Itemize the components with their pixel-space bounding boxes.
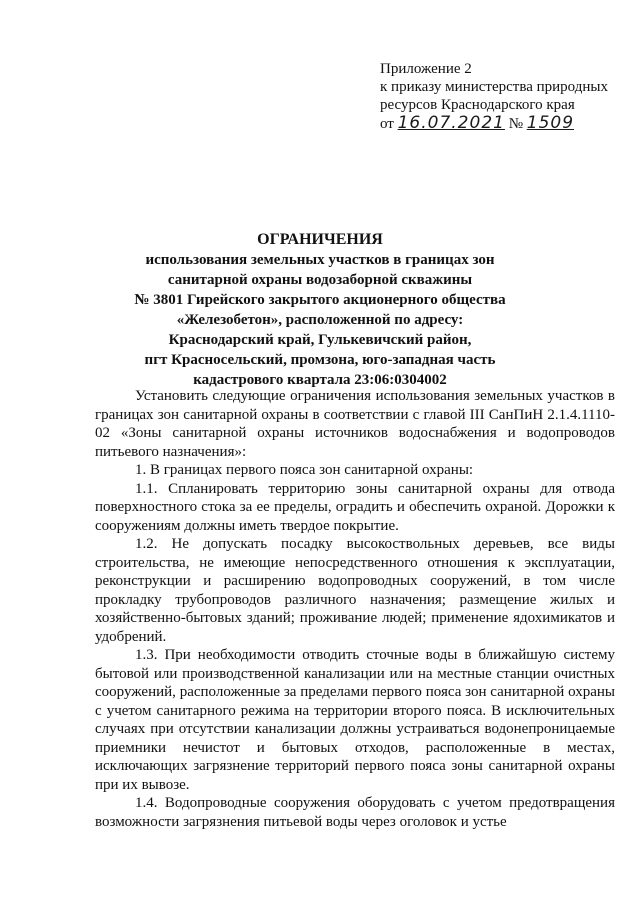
title-line: использования земельных участков в границах зон — [145, 252, 495, 268]
paragraph-1-3: 1.3. При необходимости отводить сточные воды в ближайшую систему бытовой или производственной канализации или на местные станции очистных сооружений, расположенные за пределами первого пояса зон санитарной охраны с учетом санитарного режима на территории второго пояса. В исключительных случаях при отсутствии канализации должны устраиваться водонепроницаемые приемники нечистот и бытовых отходов, расположенные в местах, исключающих загрязнение территорий первого пояса зоны санитарной охраны при их вывозе. — [95, 647, 615, 793]
paragraph-1-2: 1.2. Не допускать посадку высокоствольных деревьев, все виды строительства, не имеющие непосредственного отношения к эксплуатации, реконструкции и расширению водопроводных сооружений, в том числе прокладку трубопроводов различного назначения; размещение жилых и хозяйственно-бытовых зданий; проживание людей; применение ядохимикатов и удобрений. — [95, 536, 615, 645]
paragraph-1-4: 1.4. Водопроводные сооружения оборудовать с учетом предотвращения возможности загрязнения питьевой воды через оголовок и устье — [95, 795, 615, 830]
handwritten-number: 1509 — [526, 113, 575, 133]
number-prefix: № — [508, 116, 524, 132]
appendix-line-2: к приказу министерства природных — [380, 79, 608, 95]
title-line: кадастрового квартала 23:06:0304002 — [193, 372, 447, 388]
paragraph-section-1: 1. В границах первого пояса зон санитарной охраны: — [135, 462, 474, 478]
appendix-line-1: Приложение 2 — [380, 61, 472, 77]
appendix-line-3: ресурсов Краснодарского края — [380, 97, 575, 113]
title-line: санитарной охраны водозаборной скважины — [167, 272, 473, 288]
title-line: пгт Красносельский, промзона, юго-западная часть — [144, 352, 496, 368]
handwritten-date: 16.07.2021 — [397, 113, 505, 133]
paragraph-intro: Установить следующие ограничения использования земельных участков в границах зон санитарной охраны в соответствии с главой III СанПиН 2.1.4.1110-02 «Зоны санитарной охраны источников водоснабжения и водопроводов питьевого назначения»: — [95, 388, 615, 460]
title-line: Краснодарский край, Гулькевичский район, — [168, 332, 472, 348]
document-title — [95, 230, 545, 390]
paragraph-1-1: 1.1. Спланировать территорию зоны санитарной охраны для отвода поверхностного стока за ее пределы, оградить и обеспечить охраной. Дорожки к сооружениям должны иметь твердое покрытие. — [95, 480, 615, 534]
appendix-header — [380, 60, 630, 133]
appendix-date-line — [380, 114, 630, 133]
date-prefix: от — [380, 116, 394, 132]
document-body — [95, 387, 615, 831]
title-line: № 3801 Гирейского закрытого акционерного общества — [134, 292, 506, 308]
title-main: ОГРАНИЧЕНИЯ — [257, 231, 383, 248]
title-line: «Железобетон», расположенной по адресу: — [176, 312, 464, 328]
